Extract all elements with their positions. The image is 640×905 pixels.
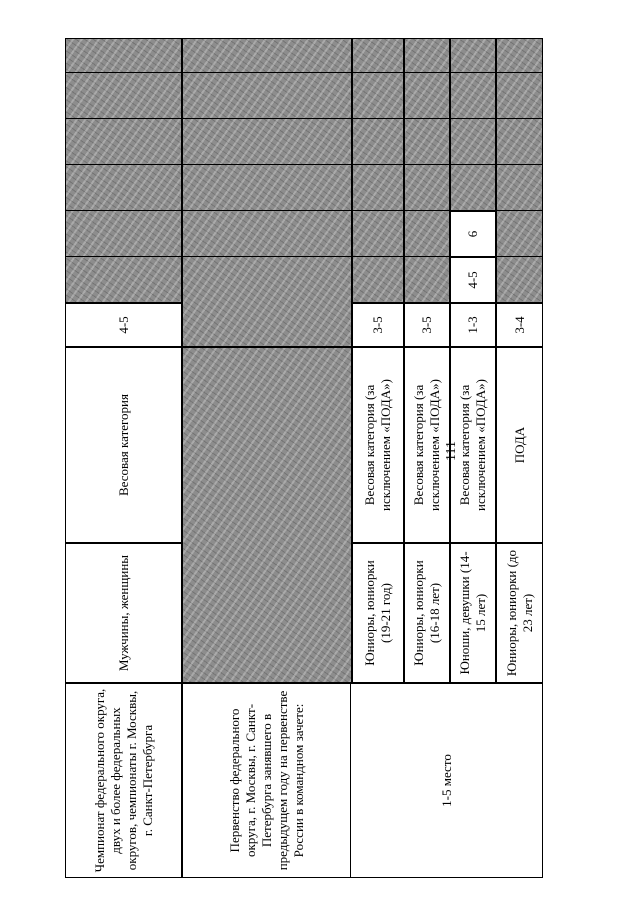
subrow-1-places: 3-5 xyxy=(352,303,404,347)
subrow-1-shaded xyxy=(352,38,404,303)
championship-shaded-area xyxy=(65,38,182,303)
federal-shaded-header-right xyxy=(182,38,352,347)
page-number: 111 xyxy=(444,441,459,461)
championship-places: 4-5 xyxy=(65,303,182,347)
subrow-2-shaded xyxy=(404,38,450,303)
subrow-3-places: 1-3 xyxy=(450,303,496,347)
subrow-3-group: Юноши, девушки (14-15 лет) xyxy=(450,543,496,683)
subrow-1-group: Юниоры, юниорки (19-21 год) xyxy=(352,543,404,683)
subrow-2-discipline: Весовая категория (за исключением «ПОДА») xyxy=(404,347,450,543)
federal-shaded-header xyxy=(182,347,352,683)
subrow-4-discipline: ПОДА xyxy=(496,347,543,543)
federal-event: Первенство федерального округа, г. Москвы, г. Санкт-Петербурга занявшего в предыдущем году на первенстве России в командном зачете: xyxy=(183,684,351,877)
subrow-3-extra-2: 6 xyxy=(450,211,496,257)
rank-col-sep-3 xyxy=(65,164,543,165)
subrow-3-extra-1: 4-5 xyxy=(450,257,496,303)
subrow-4-shaded xyxy=(496,38,543,303)
championship-discipline: Весовая категория xyxy=(65,347,182,543)
subrow-3-discipline: Весовая категория (за исключением «ПОДА») xyxy=(450,347,496,543)
subrow-2-group: Юниоры, юниорки (16-18 лет) xyxy=(404,543,450,683)
subrow-2-places: 3-5 xyxy=(404,303,450,347)
rank-col-sep-1 xyxy=(65,256,543,257)
rank-requirements-table xyxy=(65,38,543,878)
rank-col-sep-2 xyxy=(65,210,543,211)
championship-group: Мужчины, женщины xyxy=(65,543,182,683)
subrow-4-places: 3-4 xyxy=(496,303,543,347)
subrow-1-discipline: Весовая категория (за исключением «ПОДА») xyxy=(352,347,404,543)
subrow-3-shaded xyxy=(450,38,496,211)
championship-event: Чемпионат федерального округа, двух и более федеральных округов, чемпионаты г. Москвы, г. Санкт-Петербурга xyxy=(65,683,182,878)
rank-col-sep-5 xyxy=(65,72,543,73)
federal-event-block xyxy=(182,683,543,878)
subrow-4-group: Юниоры, юниорки (до 23 лет) xyxy=(496,543,543,683)
federal-condition: 1-5 место xyxy=(438,754,454,807)
rank-col-sep-4 xyxy=(65,118,543,119)
